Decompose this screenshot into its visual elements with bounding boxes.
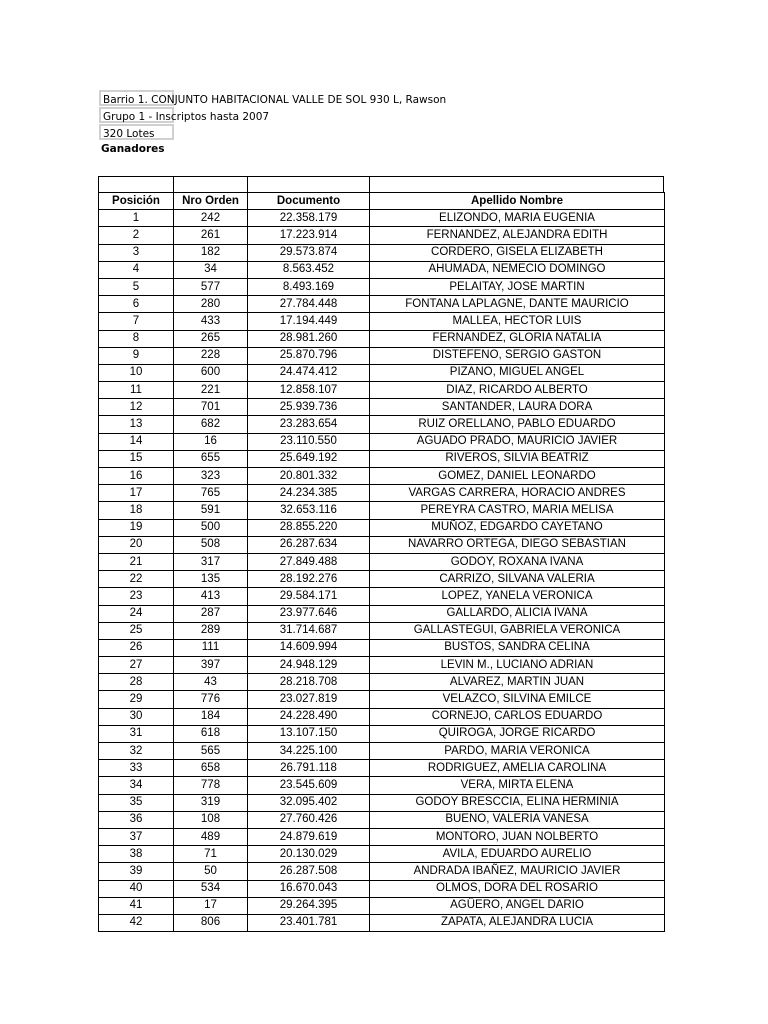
cell-apellido-nombre: MUÑOZ, EDGARDO CAYETANO [370,519,665,536]
cell-documento: 25.649.192 [248,450,370,467]
cell-apellido-nombre: RODRIGUEZ, AMELIA CAROLINA [370,760,665,777]
cell-documento: 16.670.043 [248,880,370,897]
cell-apellido-nombre: FERNANDEZ, ALEJANDRA EDITH [370,227,665,244]
cell-documento: 25.870.796 [248,347,370,364]
cell-documento: 32.095.402 [248,794,370,811]
cell-apellido-nombre: AHUMADA, NEMECIO DOMINGO [370,261,665,278]
cell-apellido-nombre: MONTORO, JUAN NOLBERTO [370,828,665,845]
cell-documento: 20.801.332 [248,468,370,485]
cell-documento: 23.977.646 [248,605,370,622]
cell-posicion: 33 [99,760,174,777]
cell-documento: 26.287.634 [248,536,370,553]
cell-nro-orden: 16 [174,433,248,450]
cell-apellido-nombre: DIAZ, RICARDO ALBERTO [370,382,665,399]
cell-posicion: 12 [99,399,174,416]
table-row [99,210,665,227]
cell-posicion: 40 [99,880,174,897]
table-row [99,846,665,863]
cell-nro-orden: 776 [174,691,248,708]
cell-nro-orden: 500 [174,519,248,536]
table-row [99,674,665,691]
cell-posicion: 38 [99,846,174,863]
cell-documento: 8.493.169 [248,278,370,295]
table-top-empty-row [98,176,664,193]
cell-apellido-nombre: ZAPATA, ALEJANDRA LUCIA [370,914,665,931]
table-row [99,897,665,914]
cell-nro-orden: 317 [174,553,248,570]
cell-documento: 24.948.129 [248,657,370,674]
cell-posicion: 31 [99,725,174,742]
cell-apellido-nombre: DISTEFENO, SERGIO GASTON [370,347,665,364]
cell-apellido-nombre: ELIZONDO, MARIA EUGENIA [370,210,665,227]
cell-apellido-nombre: AGÜERO, ANGEL DARIO [370,897,665,914]
cell-apellido-nombre: PARDO, MARIA VERONICA [370,743,665,760]
cell-posicion: 9 [99,347,174,364]
cell-documento: 24.879.619 [248,828,370,845]
cell-apellido-nombre: CORNEJO, CARLOS EDUARDO [370,708,665,725]
cell-posicion: 24 [99,605,174,622]
cell-nro-orden: 323 [174,468,248,485]
table-row [99,347,665,364]
cell-posicion: 35 [99,794,174,811]
table-row [99,433,665,450]
cell-posicion: 3 [99,244,174,261]
cell-documento: 12.858.107 [248,382,370,399]
cell-nro-orden: 43 [174,674,248,691]
cell-posicion: 5 [99,278,174,295]
table-row [99,330,665,347]
table-row [99,416,665,433]
cell-nro-orden: 265 [174,330,248,347]
cell-posicion: 34 [99,777,174,794]
cell-posicion: 6 [99,296,174,313]
cell-documento: 23.110.550 [248,433,370,450]
cell-posicion: 26 [99,639,174,656]
cell-documento: 34.225.100 [248,743,370,760]
table-row [99,296,665,313]
cell-documento: 26.791.118 [248,760,370,777]
cell-posicion: 17 [99,485,174,502]
header-ganadores [99,141,165,157]
table-row [99,485,665,502]
cell-nro-orden: 111 [174,639,248,656]
cell-nro-orden: 108 [174,811,248,828]
table-row [99,622,665,639]
cell-apellido-nombre: VERA, MIRTA ELENA [370,777,665,794]
cell-documento: 24.234.385 [248,485,370,502]
cell-documento: 27.849.488 [248,553,370,570]
cell-posicion: 18 [99,502,174,519]
cell-apellido-nombre: VARGAS CARRERA, HORACIO ANDRES [370,485,665,502]
col-header-apellido-nombre: Apellido Nombre [370,193,665,210]
table-row [99,468,665,485]
col-header-posicion: Posición [99,193,174,210]
cell-documento: 29.264.395 [248,897,370,914]
table-row [99,777,665,794]
table-row [99,725,665,742]
cell-documento: 28.192.276 [248,571,370,588]
cell-apellido-nombre: GODOY BRESCCIA, ELINA HERMINIA [370,794,665,811]
table-row [99,382,665,399]
cell-nro-orden: 701 [174,399,248,416]
cell-apellido-nombre: ANDRADA IBAÑEZ, MAURICIO JAVIER [370,863,665,880]
cell-documento: 24.228.490 [248,708,370,725]
cell-nro-orden: 565 [174,743,248,760]
cell-posicion: 37 [99,828,174,845]
cell-nro-orden: 17 [174,897,248,914]
cell-nro-orden: 135 [174,571,248,588]
cell-nro-orden: 600 [174,364,248,381]
table-body [99,210,665,932]
cell-nro-orden: 534 [174,880,248,897]
cell-documento: 24.474.412 [248,364,370,381]
cell-apellido-nombre: VELAZCO, SILVINA EMILCE [370,691,665,708]
cell-documento: 20.130.029 [248,846,370,863]
cell-documento: 14.609.994 [248,639,370,656]
cell-apellido-nombre: AVILA, EDUARDO AURELIO [370,846,665,863]
cell-documento: 17.223.914 [248,227,370,244]
cell-posicion: 21 [99,553,174,570]
table-row [99,760,665,777]
cell-apellido-nombre: CORDERO, GISELA ELIZABETH [370,244,665,261]
table-row [99,553,665,570]
cell-documento: 23.545.609 [248,777,370,794]
table-row [99,502,665,519]
cell-nro-orden: 242 [174,210,248,227]
cell-posicion: 14 [99,433,174,450]
table-row [99,691,665,708]
cell-nro-orden: 765 [174,485,248,502]
table-row [99,657,665,674]
cell-nro-orden: 591 [174,502,248,519]
table-row [99,450,665,467]
cell-nro-orden: 261 [174,227,248,244]
col-header-nro-orden: Nro Orden [174,193,248,210]
cell-nro-orden: 413 [174,588,248,605]
cell-posicion: 8 [99,330,174,347]
cell-posicion: 28 [99,674,174,691]
cell-apellido-nombre: MALLEA, HECTOR LUIS [370,313,665,330]
cell-apellido-nombre: PELAITAY, JOSE MARTIN [370,278,665,295]
cell-apellido-nombre: GALLASTEGUI, GABRIELA VERONICA [370,622,665,639]
cell-documento: 29.584.171 [248,588,370,605]
table-row [99,244,665,261]
cell-documento: 29.573.874 [248,244,370,261]
table-row [99,743,665,760]
cell-apellido-nombre: FERNANDEZ, GLORIA NATALIA [370,330,665,347]
cell-nro-orden: 658 [174,760,248,777]
cell-posicion: 22 [99,571,174,588]
cell-nro-orden: 71 [174,846,248,863]
cell-documento: 23.027.819 [248,691,370,708]
cell-documento: 28.218.708 [248,674,370,691]
header-grupo [99,107,270,123]
cell-posicion: 39 [99,863,174,880]
cell-posicion: 11 [99,382,174,399]
cell-documento: 25.939.736 [248,399,370,416]
cell-nro-orden: 287 [174,605,248,622]
cell-documento: 23.401.781 [248,914,370,931]
cell-documento: 27.784.448 [248,296,370,313]
cell-nro-orden: 50 [174,863,248,880]
table-row [99,914,665,931]
cell-posicion: 10 [99,364,174,381]
cell-posicion: 19 [99,519,174,536]
cell-posicion: 36 [99,811,174,828]
cell-nro-orden: 489 [174,828,248,845]
cell-documento: 22.358.179 [248,210,370,227]
table-row [99,880,665,897]
cell-nro-orden: 221 [174,382,248,399]
cell-nro-orden: 618 [174,725,248,742]
cell-apellido-nombre: PIZANO, MIGUEL ANGEL [370,364,665,381]
cell-nro-orden: 682 [174,416,248,433]
cell-documento: 28.981.260 [248,330,370,347]
cell-posicion: 2 [99,227,174,244]
cell-documento: 32.653.116 [248,502,370,519]
header-lotes-text: 320 Lotes [103,128,155,140]
table-row [99,227,665,244]
cell-posicion: 30 [99,708,174,725]
cell-apellido-nombre: RUIZ ORELLANO, PABLO EDUARDO [370,416,665,433]
cell-posicion: 29 [99,691,174,708]
cell-documento: 23.283.654 [248,416,370,433]
cell-nro-orden: 577 [174,278,248,295]
cell-documento: 8.563.452 [248,261,370,278]
cell-posicion: 13 [99,416,174,433]
header-barrio [99,90,447,106]
table-row [99,605,665,622]
cell-posicion: 1 [99,210,174,227]
table-row [99,536,665,553]
header-barrio-text: Barrio 1. CONJUNTO HABITACIONAL VALLE DE SOL 930 L, Rawson [103,94,447,106]
cell-nro-orden: 508 [174,536,248,553]
cell-nro-orden: 228 [174,347,248,364]
cell-posicion: 7 [99,313,174,330]
cell-apellido-nombre: GALLARDO, ALICIA IVANA [370,605,665,622]
cell-nro-orden: 289 [174,622,248,639]
table-row [99,794,665,811]
cell-documento: 26.287.508 [248,863,370,880]
header-ganadores-text: Ganadores [101,143,165,155]
table-header-row [99,193,665,210]
cell-posicion: 4 [99,261,174,278]
cell-nro-orden: 280 [174,296,248,313]
table-row [99,399,665,416]
cell-apellido-nombre: GOMEZ, DANIEL LEONARDO [370,468,665,485]
ganadores-table [98,192,665,932]
cell-nro-orden: 319 [174,794,248,811]
table-row [99,519,665,536]
table-row [99,811,665,828]
cell-apellido-nombre: ALVAREZ, MARTIN JUAN [370,674,665,691]
table-row [99,571,665,588]
table-row [99,828,665,845]
table-row [99,639,665,656]
cell-apellido-nombre: CARRIZO, SILVANA VALERIA [370,571,665,588]
cell-posicion: 32 [99,743,174,760]
cell-posicion: 42 [99,914,174,931]
col-header-documento: Documento [248,193,370,210]
table-row [99,708,665,725]
cell-nro-orden: 433 [174,313,248,330]
cell-apellido-nombre: OLMOS, DORA DEL ROSARIO [370,880,665,897]
cell-documento: 31.714.687 [248,622,370,639]
table-row [99,278,665,295]
cell-nro-orden: 397 [174,657,248,674]
cell-apellido-nombre: NAVARRO ORTEGA, DIEGO SEBASTIAN [370,536,665,553]
cell-apellido-nombre: QUIROGA, JORGE RICARDO [370,725,665,742]
cell-posicion: 41 [99,897,174,914]
cell-apellido-nombre: GODOY, ROXANA IVANA [370,553,665,570]
cell-posicion: 27 [99,657,174,674]
cell-apellido-nombre: SANTANDER, LAURA DORA [370,399,665,416]
cell-documento: 17.194.449 [248,313,370,330]
header-lotes [99,124,174,140]
cell-documento: 13.107.150 [248,725,370,742]
table-row [99,261,665,278]
cell-apellido-nombre: LOPEZ, YANELA VERONICA [370,588,665,605]
cell-apellido-nombre: BUSTOS, SANDRA CELINA [370,639,665,656]
cell-apellido-nombre: RIVEROS, SILVIA BEATRIZ [370,450,665,467]
cell-documento: 27.760.426 [248,811,370,828]
cell-apellido-nombre: BUENO, VALERIA VANESA [370,811,665,828]
cell-nro-orden: 806 [174,914,248,931]
table-row [99,313,665,330]
cell-posicion: 20 [99,536,174,553]
header-grupo-text: Grupo 1 - Inscriptos hasta 2007 [103,111,270,123]
cell-posicion: 16 [99,468,174,485]
cell-posicion: 15 [99,450,174,467]
cell-nro-orden: 34 [174,261,248,278]
cell-nro-orden: 655 [174,450,248,467]
table-row [99,863,665,880]
cell-posicion: 23 [99,588,174,605]
cell-posicion: 25 [99,622,174,639]
cell-nro-orden: 184 [174,708,248,725]
table-row [99,588,665,605]
cell-apellido-nombre: FONTANA LAPLAGNE, DANTE MAURICIO [370,296,665,313]
cell-apellido-nombre: PEREYRA CASTRO, MARIA MELISA [370,502,665,519]
cell-nro-orden: 182 [174,244,248,261]
cell-apellido-nombre: LEVIN M., LUCIANO ADRIAN [370,657,665,674]
cell-nro-orden: 778 [174,777,248,794]
cell-documento: 28.855.220 [248,519,370,536]
table-row [99,364,665,381]
cell-apellido-nombre: AGUADO PRADO, MAURICIO JAVIER [370,433,665,450]
